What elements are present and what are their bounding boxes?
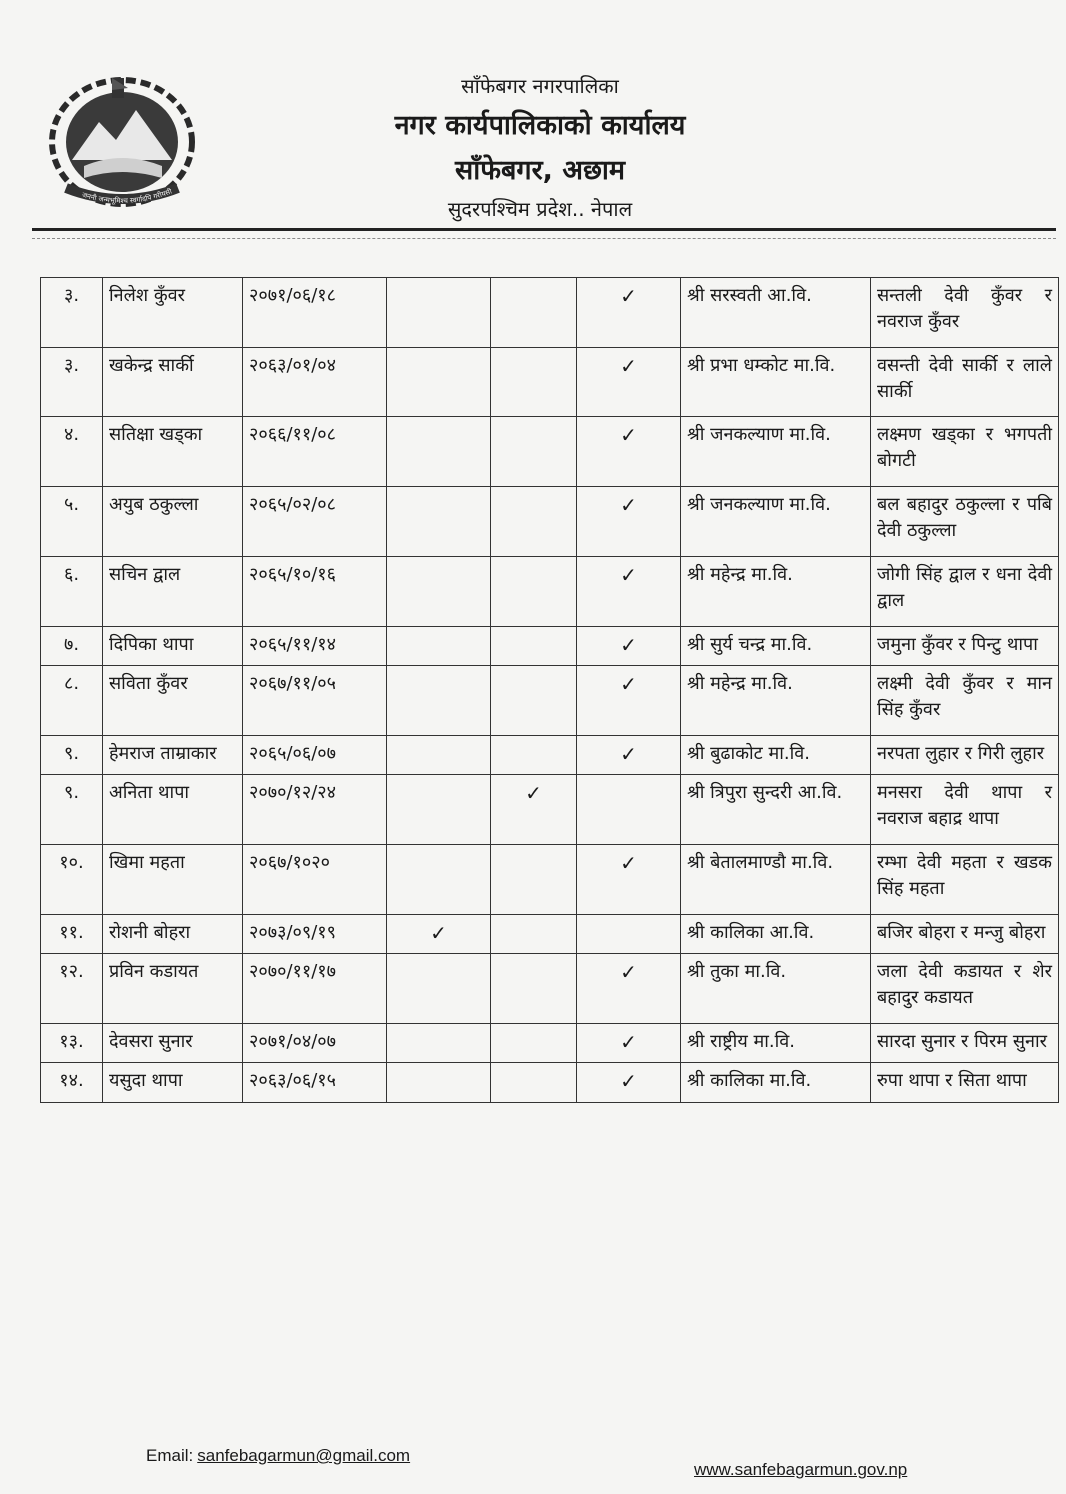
parents-name-cell: मनसरा देवी थापा र नवराज बहाद्र थापा xyxy=(871,775,1059,845)
office-name: नगर कार्यपालिकाको कार्यालय xyxy=(394,110,686,141)
birth-date-cell: २०६३/०१/०४ xyxy=(243,347,387,417)
birth-date-cell: २०७१/०६/१८ xyxy=(243,278,387,348)
student-name-cell: अनिता थापा xyxy=(103,775,243,845)
check-cell-1 xyxy=(387,1063,491,1103)
check-cell-2 xyxy=(491,844,577,914)
birth-date-cell: २०६५/११/१४ xyxy=(243,626,387,666)
check-cell-2 xyxy=(491,417,577,487)
table-row xyxy=(41,556,1059,626)
header-divider-dashed xyxy=(32,238,1056,239)
check-cell-1 xyxy=(387,556,491,626)
check-cell-2 xyxy=(491,1063,577,1103)
check-cell-2 xyxy=(491,735,577,775)
emblem-caption: जननी जन्मभूमिश्च स्वर्गादपि गरीयसी xyxy=(81,187,174,206)
student-name-cell: रोशनी बोहरा xyxy=(103,914,243,954)
school-name-cell: श्री बेतालमाण्डौ मा.वि. xyxy=(681,844,871,914)
province-country: सुदरपश्चिम प्रदेश.. नेपाल xyxy=(447,197,633,221)
check-cell-1 xyxy=(387,735,491,775)
student-name-cell: देवसरा सुनार xyxy=(103,1023,243,1063)
table-row xyxy=(41,626,1059,666)
table-row xyxy=(41,735,1059,775)
birth-date-cell: २०६७/१०२० xyxy=(243,844,387,914)
website-link[interactable]: www.sanfebagarmun.gov.np xyxy=(694,1460,908,1479)
check-cell-3: ✓ xyxy=(577,626,681,666)
check-cell-2 xyxy=(491,914,577,954)
serial-number-cell: ३. xyxy=(41,347,103,417)
serial-number-cell: १०. xyxy=(41,844,103,914)
parents-name-cell: सन्तली देवी कुँवर र नवराज कुँवर xyxy=(871,278,1059,348)
birth-date-cell: २०६३/०६/१५ xyxy=(243,1063,387,1103)
parents-name-cell: रुपा थापा र सिता थापा xyxy=(871,1063,1059,1103)
municipality-name: साँफेबगर नगरपालिका xyxy=(461,74,619,98)
birth-date-cell: २०७०/१२/२४ xyxy=(243,775,387,845)
check-cell-1 xyxy=(387,666,491,736)
letterhead xyxy=(330,72,750,222)
check-cell-3: ✓ xyxy=(577,487,681,557)
birth-date-cell: २०६५/०२/०८ xyxy=(243,487,387,557)
nepal-emblem-icon xyxy=(44,70,200,212)
check-cell-3 xyxy=(577,775,681,845)
school-name-cell: श्री सरस्वती आ.वि. xyxy=(681,278,871,348)
email-label: Email: xyxy=(146,1446,194,1465)
student-name-cell: हेमराज ताम्राकार xyxy=(103,735,243,775)
check-cell-1 xyxy=(387,417,491,487)
birth-date-cell: २०६५/०६/०७ xyxy=(243,735,387,775)
school-name-cell: श्री त्रिपुरा सुन्दरी आ.वि. xyxy=(681,775,871,845)
check-cell-2 xyxy=(491,347,577,417)
parents-name-cell: सारदा सुनार र पिरम सुनार xyxy=(871,1023,1059,1063)
student-name-cell: अयुब ठकुल्ला xyxy=(103,487,243,557)
check-cell-3: ✓ xyxy=(577,844,681,914)
serial-number-cell: ९. xyxy=(41,775,103,845)
check-cell-1 xyxy=(387,347,491,417)
school-name-cell: श्री बुढाकोट मा.वि. xyxy=(681,735,871,775)
check-cell-3: ✓ xyxy=(577,666,681,736)
school-name-cell: श्री जनकल्याण मा.वि. xyxy=(681,417,871,487)
table-row xyxy=(41,347,1059,417)
check-cell-3: ✓ xyxy=(577,278,681,348)
school-name-cell: श्री महेन्द्र मा.वि. xyxy=(681,666,871,736)
check-cell-3: ✓ xyxy=(577,1063,681,1103)
serial-number-cell: १४. xyxy=(41,1063,103,1103)
parents-name-cell: जोगी सिंह द्वाल र धना देवी द्वाल xyxy=(871,556,1059,626)
birth-date-cell: २०६६/११/०८ xyxy=(243,417,387,487)
school-name-cell: श्री जनकल्याण मा.वि. xyxy=(681,487,871,557)
student-name-cell: यसुदा थापा xyxy=(103,1063,243,1103)
parents-name-cell: जमुना कुँवर र पिन्टु थापा xyxy=(871,626,1059,666)
birth-date-cell: २०७१/०४/०७ xyxy=(243,1023,387,1063)
table-row xyxy=(41,844,1059,914)
serial-number-cell: ५. xyxy=(41,487,103,557)
check-cell-3: ✓ xyxy=(577,556,681,626)
birth-date-cell: २०७३/०९/१९ xyxy=(243,914,387,954)
table-row xyxy=(41,914,1059,954)
birth-date-cell: २०७०/११/१७ xyxy=(243,954,387,1024)
school-name-cell: श्री सुर्य चन्द्र मा.वि. xyxy=(681,626,871,666)
header-divider xyxy=(32,228,1056,231)
check-cell-1 xyxy=(387,844,491,914)
table-row xyxy=(41,487,1059,557)
table-row xyxy=(41,1063,1059,1103)
student-name-cell: सतिक्षा खड्का xyxy=(103,417,243,487)
serial-number-cell: ९. xyxy=(41,735,103,775)
student-name-cell: खकेन्द्र सार्की xyxy=(103,347,243,417)
check-cell-3: ✓ xyxy=(577,417,681,487)
table-row xyxy=(41,666,1059,736)
serial-number-cell: १३. xyxy=(41,1023,103,1063)
check-cell-2 xyxy=(491,626,577,666)
email-link[interactable]: sanfebagarmun@gmail.com xyxy=(197,1446,411,1465)
check-cell-1 xyxy=(387,954,491,1024)
check-cell-3: ✓ xyxy=(577,1023,681,1063)
student-name-cell: खिमा महता xyxy=(103,844,243,914)
check-cell-3: ✓ xyxy=(577,954,681,1024)
check-cell-3 xyxy=(577,914,681,954)
check-cell-2 xyxy=(491,666,577,736)
student-name-cell: सविता कुँवर xyxy=(103,666,243,736)
parents-name-cell: लक्ष्मण खड्का र भगपती बोगटी xyxy=(871,417,1059,487)
check-cell-1 xyxy=(387,1023,491,1063)
school-name-cell: श्री तुका मा.वि. xyxy=(681,954,871,1024)
check-cell-2 xyxy=(491,954,577,1024)
student-name-cell: प्रविन कडायत xyxy=(103,954,243,1024)
check-cell-1 xyxy=(387,278,491,348)
birth-date-cell: २०६५/१०/१६ xyxy=(243,556,387,626)
parents-name-cell: रम्भा देवी महता र खडक सिंह महता xyxy=(871,844,1059,914)
student-name-cell: दिपिका थापा xyxy=(103,626,243,666)
serial-number-cell: ६. xyxy=(41,556,103,626)
footer-email xyxy=(146,1446,410,1466)
serial-number-cell: ७. xyxy=(41,626,103,666)
student-table xyxy=(40,277,1059,1103)
serial-number-cell: ८. xyxy=(41,666,103,736)
check-cell-2: ✓ xyxy=(491,775,577,845)
parents-name-cell: जला देवी कडायत र शेर बहादुर कडायत xyxy=(871,954,1059,1024)
school-name-cell: श्री प्रभा धम्कोट मा.वि. xyxy=(681,347,871,417)
birth-date-cell: २०६७/११/०५ xyxy=(243,666,387,736)
check-cell-1 xyxy=(387,487,491,557)
serial-number-cell: ११. xyxy=(41,914,103,954)
student-name-cell: सचिन द्वाल xyxy=(103,556,243,626)
table-row xyxy=(41,1023,1059,1063)
table-row xyxy=(41,954,1059,1024)
check-cell-2 xyxy=(491,556,577,626)
check-cell-2 xyxy=(491,1023,577,1063)
parents-name-cell: नरपता लुहार र गिरी लुहार xyxy=(871,735,1059,775)
check-cell-3: ✓ xyxy=(577,347,681,417)
student-name-cell: निलेश कुँवर xyxy=(103,278,243,348)
table-row xyxy=(41,417,1059,487)
check-cell-1 xyxy=(387,775,491,845)
school-name-cell: श्री कालिका मा.वि. xyxy=(681,1063,871,1103)
table-row xyxy=(41,775,1059,845)
table-row xyxy=(41,278,1059,348)
check-cell-2 xyxy=(491,487,577,557)
office-location: साँफेबगर, अछाम xyxy=(454,155,626,186)
check-cell-1 xyxy=(387,626,491,666)
school-name-cell: श्री कालिका आ.वि. xyxy=(681,914,871,954)
check-cell-3: ✓ xyxy=(577,735,681,775)
parents-name-cell: बल बहादुर ठकुल्ला र पबि देवी ठकुल्ला xyxy=(871,487,1059,557)
table-body xyxy=(41,278,1059,1103)
check-cell-2 xyxy=(491,278,577,348)
serial-number-cell: ३. xyxy=(41,278,103,348)
parents-name-cell: बजिर बोहरा र मन्जु बोहरा xyxy=(871,914,1059,954)
serial-number-cell: १२. xyxy=(41,954,103,1024)
parents-name-cell: वसन्ती देवी सार्की र लाले सार्की xyxy=(871,347,1059,417)
serial-number-cell: ४. xyxy=(41,417,103,487)
school-name-cell: श्री राष्ट्रीय मा.वि. xyxy=(681,1023,871,1063)
check-cell-1: ✓ xyxy=(387,914,491,954)
parents-name-cell: लक्ष्मी देवी कुँवर र मान सिंह कुँवर xyxy=(871,666,1059,736)
school-name-cell: श्री महेन्द्र मा.वि. xyxy=(681,556,871,626)
